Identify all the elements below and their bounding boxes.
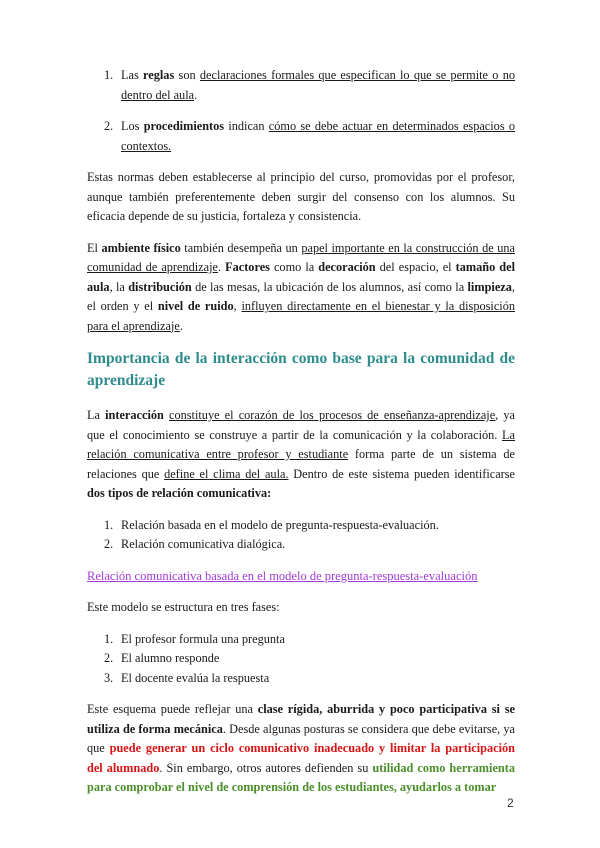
paragraph-interaction: La interacción constituye el corazón de los procesos de enseñanza-aprendizaje, ya que el conocimiento se construye a partir de la comunicación y la colaboración. La relación comunicativa entre profesor y estudiante forma parte de un sistema de relaciones que define el clima del aula. Dentro de este sistema pueden identificarse dos tipos de relación comunicativa: xyxy=(87,408,515,500)
paragraph-physical-environment: El ambiente físico también desempeña un papel importante en la construcción de una comunidad de aprendizaje. Factores como la decoración del espacio, el tamaño del aula, la distribución de las mesas, la ubicación de los alumnos, así como la limpieza, el orden y el nivel de ruido, influyen directamente en el bienestar y la disposición para el aprendizaje. xyxy=(87,240,515,333)
phases-list xyxy=(87,630,515,689)
document-page xyxy=(87,66,515,810)
section-heading: Importancia de la interacción como base para la comunidad de aprendizaje xyxy=(87,350,515,389)
list-text: Los procedimientos indican cómo se debe actuar en determinados espacios o contextos. xyxy=(121,119,515,153)
list-item xyxy=(87,117,515,156)
list-item: 2. El alumno responde xyxy=(104,651,220,665)
subsection-heading: Relación comunicativa basada en el modelo de pregunta-respuesta-evaluación xyxy=(87,568,478,583)
paragraph-model-phases: Este modelo se estructura en tres fases: xyxy=(87,600,280,614)
list-number: 1. xyxy=(104,68,114,82)
list-item: 1. El profesor formula una pregunta xyxy=(104,631,285,646)
list-number: 2. xyxy=(104,119,114,133)
relation-types-list xyxy=(87,516,515,555)
list-item: 1. Relación basada en el modelo de pregunta-respuesta-evaluación. xyxy=(104,517,439,532)
page-number: 2 xyxy=(507,796,514,810)
rules-list xyxy=(87,66,515,156)
paragraph-scheme: Este esquema puede reflejar una clase rígida, aburrida y poco participativa si se utiliza de forma mecánica. Desde algunas posturas se considera que debe evitarse, ya que puede generar un ciclo comunicativo inadecuado y limitar la participación del alumnado. Sin embargo, otros autores defienden su utilidad como herramienta para comprobar el nivel de comprensión de los estudiantes, ayudarlos a tomar xyxy=(87,702,516,794)
list-item xyxy=(87,66,515,105)
list-item: 3. El docente evalúa la respuesta xyxy=(104,670,270,685)
list-item: 2. Relación comunicativa dialógica. xyxy=(104,537,286,551)
list-text: Las reglas son declaraciones formales que especifican lo que se permite o no dentro del aula. xyxy=(121,68,515,102)
paragraph-norms: Estas normas deben establecerse al principio del curso, promovidas por el profesor, aunque también preferentemente deben surgir del consenso con los alumnos. Su eficacia depende de su justicia, fortaleza y consistencia. xyxy=(87,170,515,223)
